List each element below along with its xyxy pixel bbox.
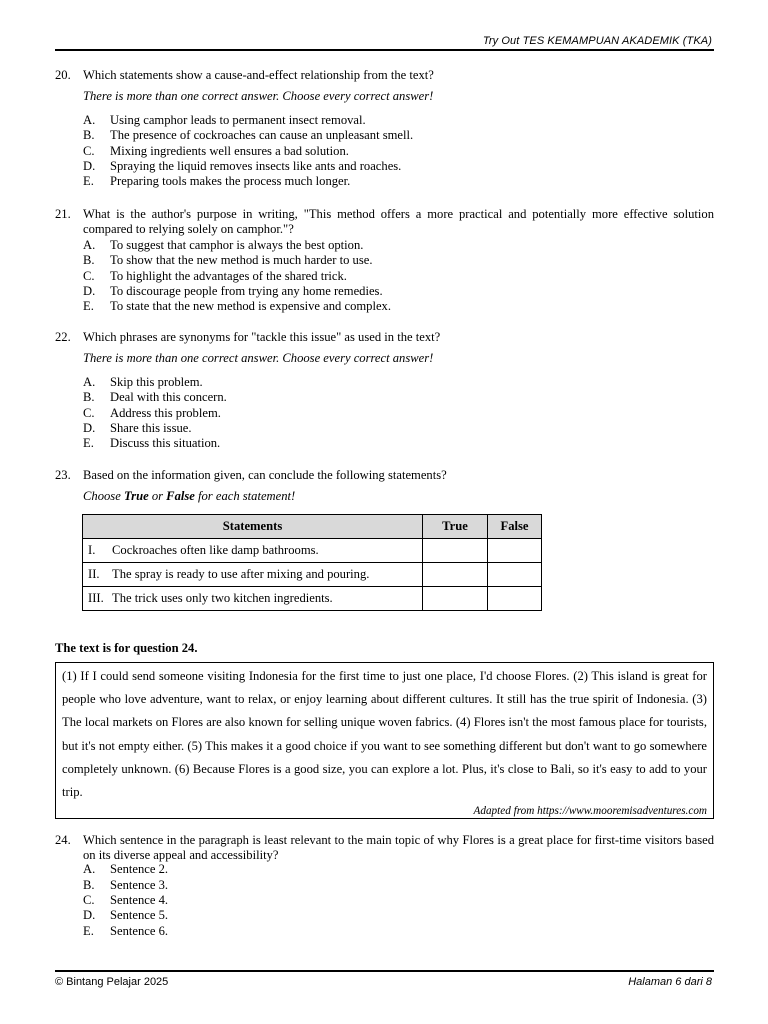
option-c: [83, 269, 714, 284]
option-letter: E.: [83, 174, 94, 189]
option-text: Using camphor leads to permanent insect removal.: [110, 112, 366, 127]
option-list: [83, 113, 714, 190]
statement-cell: [83, 563, 423, 587]
option-b: [83, 878, 714, 893]
option-letter: E.: [83, 299, 94, 314]
statement-text: The spray is ready to use after mixing and pouring.: [112, 567, 370, 581]
option-c: [83, 406, 714, 421]
option-letter: D.: [83, 284, 96, 299]
statement-number: I.: [88, 543, 96, 557]
option-d: [83, 159, 714, 174]
header-title: Try Out TES KEMAMPUAN AKADEMIK (TKA): [482, 35, 712, 47]
option-letter: E.: [83, 923, 94, 938]
false-answer-cell[interactable]: [488, 587, 542, 611]
option-text: To suggest that camphor is always the best option.: [110, 237, 364, 252]
option-text: Sentence 2.: [110, 862, 169, 877]
question-20: [55, 68, 714, 190]
question-instruction: [83, 489, 714, 504]
option-list: [83, 862, 714, 939]
statement-text: Cockroaches often like damp bathrooms.: [112, 543, 319, 557]
statement-text: The trick uses only two kitchen ingredients.: [112, 591, 333, 605]
instruction-part: Choose: [83, 489, 124, 504]
option-a: [83, 375, 714, 390]
page-header: [55, 35, 714, 51]
option-letter: C.: [83, 893, 95, 907]
question-text: Which statements show a cause-and-effect relationship from the text?: [83, 68, 434, 82]
true-answer-cell[interactable]: [423, 539, 488, 563]
option-letter: E.: [83, 436, 94, 451]
option-a: [83, 238, 714, 253]
option-text: To state that the new method is expensive and complex.: [110, 299, 392, 314]
option-a: [83, 113, 714, 128]
option-letter: B.: [83, 877, 95, 892]
passage-box: [55, 662, 714, 819]
option-letter: A.: [83, 374, 96, 389]
table-row: [83, 587, 542, 611]
option-letter: A.: [83, 112, 96, 127]
question-text: Which phrases are synonyms for "tackle this issue" as used in the text?: [83, 330, 441, 344]
table-header: False: [488, 515, 542, 539]
option-list: [83, 238, 714, 315]
footer-copyright: © Bintang Pelajar 2025: [55, 976, 169, 988]
option-letter: C.: [83, 268, 95, 283]
question-instruction: There is more than one correct answer. Choose every correct answer!: [83, 351, 434, 366]
option-text: Preparing tools makes the process much longer.: [110, 174, 351, 189]
question-text: Based on the information given, can conclude the following statements?: [83, 468, 447, 482]
option-text: Mixing ingredients well ensures a bad solution.: [110, 143, 349, 158]
option-c: [83, 893, 714, 908]
option-letter: D.: [83, 908, 96, 923]
option-e: [83, 436, 714, 451]
question-number: 24.: [55, 833, 71, 847]
footer-page-number: Halaman 6 dari 8: [628, 976, 712, 988]
false-answer-cell[interactable]: [488, 563, 542, 587]
page-footer: [55, 970, 714, 990]
question-24: [55, 833, 714, 939]
option-a: [83, 862, 714, 877]
option-letter: A.: [83, 237, 96, 252]
option-text: Discuss this situation.: [110, 436, 221, 451]
option-text: The presence of cockroaches can cause an unpleasant smell.: [110, 128, 414, 143]
question-23: [55, 468, 714, 505]
option-letter: A.: [83, 862, 96, 877]
option-b: [83, 390, 714, 405]
option-text: Share this issue.: [110, 421, 192, 436]
option-b: [83, 128, 714, 143]
option-d: [83, 908, 714, 923]
instruction-part: or: [148, 489, 167, 504]
question-number: 20.: [55, 68, 71, 82]
option-text: Sentence 3.: [110, 877, 169, 892]
option-letter: C.: [83, 405, 95, 420]
option-text: Sentence 5.: [110, 908, 169, 923]
question-text: Which sentence in the paragraph is least relevant to the main topic of why Flores is a great place for first-time visitors based on its diverse appeal and accessibility?: [83, 833, 714, 862]
option-e: [83, 299, 714, 314]
statement-number: III.: [88, 591, 104, 605]
option-d: [83, 284, 714, 299]
option-text: To highlight the advantages of the shared trick.: [110, 268, 347, 283]
table-row: [83, 563, 542, 587]
option-c: [83, 144, 714, 159]
option-b: [83, 253, 714, 268]
option-letter: D.: [83, 421, 96, 436]
true-answer-cell[interactable]: [423, 563, 488, 587]
table-header: Statements: [83, 515, 423, 539]
table-header-row: [83, 515, 542, 539]
option-letter: B.: [83, 128, 95, 143]
option-text: To discourage people from trying any home remedies.: [110, 284, 383, 299]
instruction-false: False: [166, 489, 195, 504]
option-text: Address this problem.: [110, 405, 221, 420]
instruction-part: for each statement!: [194, 489, 296, 504]
true-false-table: [82, 514, 542, 611]
passage-source: Adapted from https://www.mooremisadventures.com: [473, 805, 707, 817]
option-text: Deal with this concern.: [110, 390, 227, 405]
question-21: [55, 207, 714, 315]
option-text: To show that the new method is much harder to use.: [110, 253, 373, 268]
option-list: [83, 375, 714, 452]
table-header: True: [423, 515, 488, 539]
option-letter: B.: [83, 390, 95, 405]
option-letter: C.: [83, 143, 95, 158]
instruction-true: True: [123, 489, 149, 504]
question-text: What is the author's purpose in writing, "This method offers a more practical and potentially more effective solution compared to relying solely on camphor."?: [83, 207, 714, 237]
statement-number: II.: [88, 567, 100, 581]
option-d: [83, 421, 714, 436]
passage-text: (1) If I could send someone visiting Indonesia for the first time to just one place, I'd choose Flores. (2) This island is great for people who love adventure, want to relax, or enjoy learning about different cultures. It still has the true spirit of Indonesia. (3) The local markets on Flores are also known for selling unique woven fabrics. (4) Flores isn't the most famous place for tourists, but it's not empty either. (5) This makes it a good choice if you want to see something different but don't want to go somewhere completely unknown. (6) Because Flores is a good size, you can explore a lot. Plus, it's close to Bali, so it's easy to add to your trip.: [62, 669, 707, 800]
option-letter: D.: [83, 159, 96, 174]
option-text: Sentence 6.: [110, 923, 169, 938]
option-e: [83, 924, 714, 939]
question-number: 21.: [55, 207, 71, 221]
table-row: [83, 539, 542, 563]
option-text: Sentence 4.: [110, 893, 169, 907]
option-e: [83, 174, 714, 189]
false-answer-cell[interactable]: [488, 539, 542, 563]
question-22: [55, 330, 714, 452]
option-text: Skip this problem.: [110, 374, 203, 389]
question-number: 22.: [55, 330, 71, 344]
question-number: 23.: [55, 468, 71, 482]
question-instruction: There is more than one correct answer. Choose every correct answer!: [83, 89, 434, 104]
statement-cell: [83, 587, 423, 611]
true-answer-cell[interactable]: [423, 587, 488, 611]
option-text: Spraying the liquid removes insects like ants and roaches.: [110, 159, 402, 174]
statement-cell: [83, 539, 423, 563]
option-letter: B.: [83, 253, 95, 268]
passage-heading: The text is for question 24.: [55, 641, 198, 655]
